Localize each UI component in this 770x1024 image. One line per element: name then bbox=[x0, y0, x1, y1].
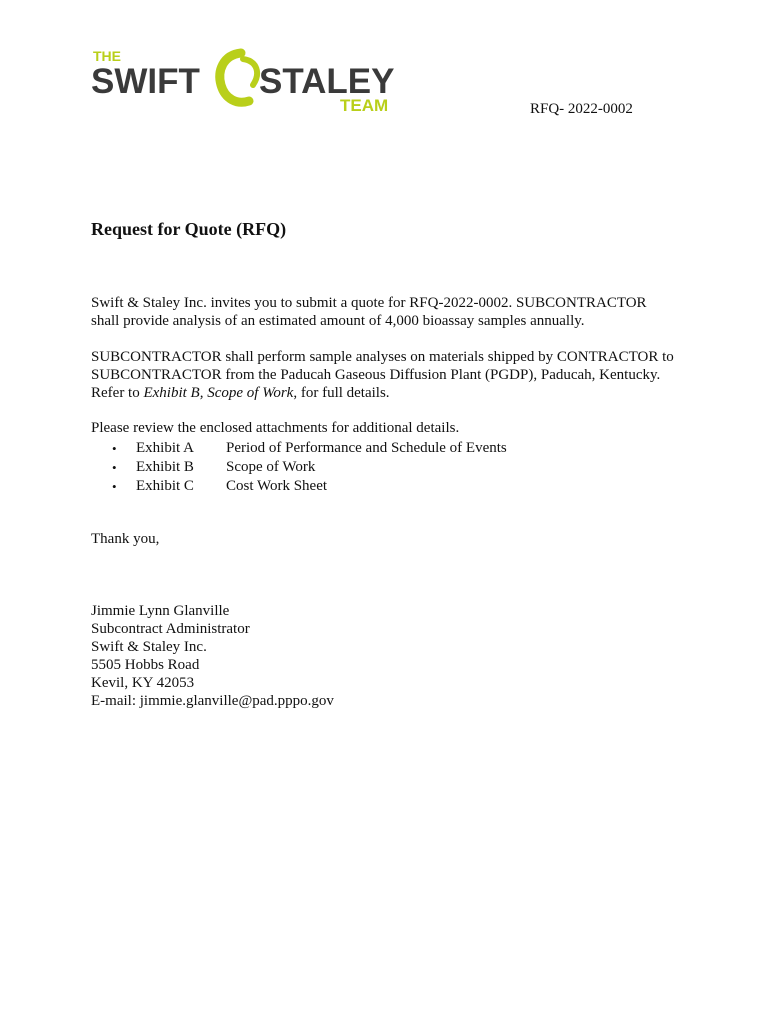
logo-top-text: THE bbox=[93, 48, 121, 64]
scope-paragraph bbox=[91, 348, 691, 402]
address-line-1: 5505 Hobbs Road bbox=[91, 657, 200, 673]
email-line: E-mail: jimmie.glanville@pad.pppo.gov bbox=[91, 693, 334, 709]
intro-line-2-end: . bbox=[580, 313, 585, 329]
scope-text-end: , for full details. bbox=[293, 385, 390, 401]
exhibit-label: Exhibit A bbox=[136, 440, 194, 456]
intro-paragraph bbox=[91, 294, 691, 330]
address-line-2: Kevil, KY 42053 bbox=[91, 675, 195, 691]
closing-text: Thank you, bbox=[91, 531, 160, 547]
exhibit-description: Cost Work Sheet bbox=[226, 478, 328, 494]
attachments-intro: Please review the enclosed attachments for additional details. bbox=[91, 420, 460, 436]
logo-swoosh-icon bbox=[220, 53, 257, 102]
page-title: Request for Quote (RFQ) bbox=[91, 219, 287, 239]
bullet-icon: • bbox=[112, 441, 117, 456]
signer-role: Subcontract Administrator bbox=[91, 621, 250, 637]
signer-name: Jimmie Lynn Glanville bbox=[91, 603, 230, 619]
rfq-number: RFQ- 2022-0002 bbox=[530, 101, 633, 117]
signature-block bbox=[91, 602, 334, 710]
scope-reference: Exhibit B, Scope of Work bbox=[143, 385, 294, 401]
signer-company: Swift & Staley Inc. bbox=[91, 639, 207, 655]
bullet-icon: • bbox=[112, 479, 117, 494]
company-logo bbox=[91, 47, 411, 117]
swift-staley-logo-graphic bbox=[91, 47, 411, 117]
bullet-icon: • bbox=[112, 460, 117, 475]
logo-right-word: STALEY bbox=[259, 62, 395, 101]
exhibit-label: Exhibit B bbox=[136, 459, 194, 475]
logo-bottom-text: TEAM bbox=[340, 96, 389, 115]
exhibit-description: Period of Performance and Schedule of Events bbox=[226, 440, 507, 456]
scope-text-start: SUBCONTRACTOR shall perform sample analyses on materials shipped by CONTRACTOR to SUBCONTRACTOR from the Paducah Gaseous Diffusion Plant (PGDP), Paducah, Kentucky. Refer to bbox=[91, 349, 674, 401]
intro-line-1: Swift & Staley Inc. invites you to submit a quote for RFQ-2022-0002. SUBCONTRACTOR bbox=[91, 295, 647, 311]
intro-line-2: shall provide analysis of an estimated amount of 4,000 bioassay samples annually bbox=[91, 313, 581, 329]
exhibit-description: Scope of Work bbox=[226, 459, 316, 475]
exhibit-label: Exhibit C bbox=[136, 478, 194, 494]
logo-left-word: SWIFT bbox=[91, 62, 200, 101]
